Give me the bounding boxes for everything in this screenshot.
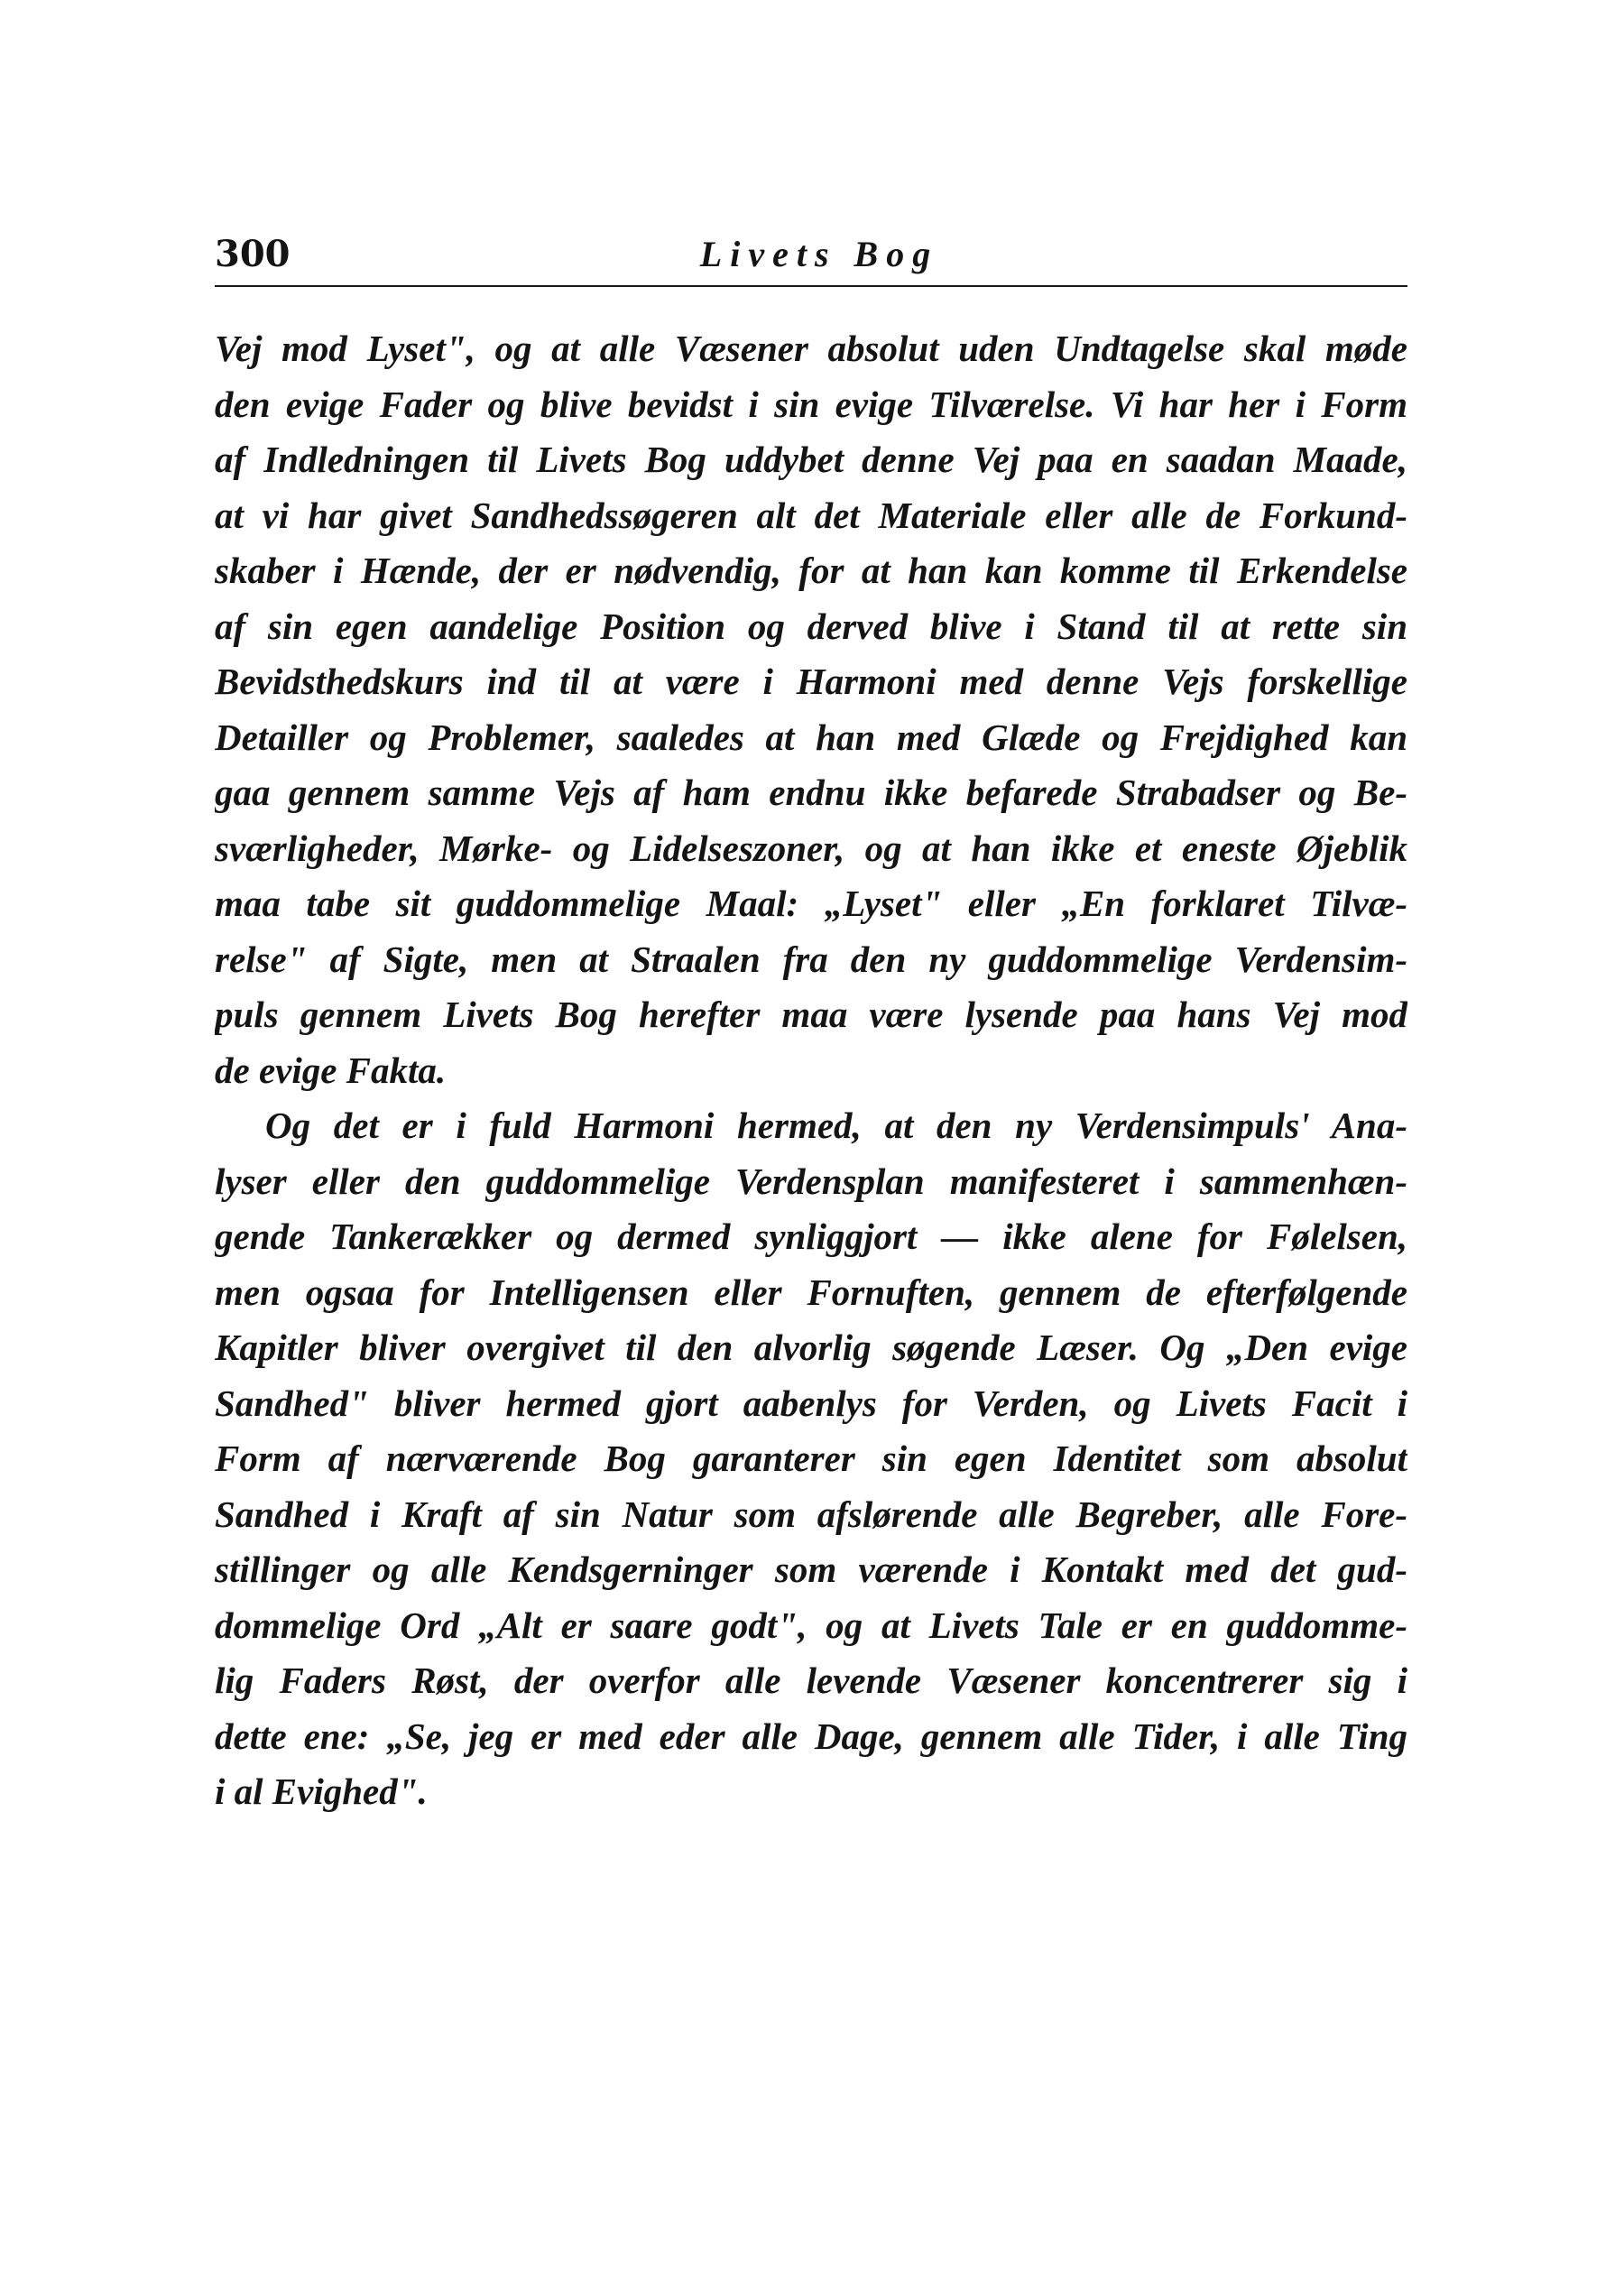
text-line: Kapitler bliver overgivet til den alvorlig søgende Læser. Og „Den evige [215, 1327, 1407, 1368]
text-line: lyser eller den guddommelige Verdensplan manifesteret i sammenhæn- [215, 1160, 1407, 1202]
text-line: Vej mod Lyset", og at alle Væsener absolut uden Undtagelse skal møde [215, 328, 1407, 369]
body-text [215, 321, 1407, 1820]
text-line: i al Evighed". [215, 1771, 428, 1812]
page-header [215, 233, 1407, 287]
page-number: 300 [215, 233, 291, 275]
running-title: Livets Bog [699, 234, 939, 274]
text-line: Sandhed" bliver hermed gjort aabenlys for Verden, og Livets Facit i [215, 1382, 1407, 1424]
text-line: men ogsaa for Intelligensen eller Fornuften, gennem de efterfølgende [215, 1271, 1407, 1313]
text-line: Bevidsthedskurs ind til at være i Harmoni med denne Vejs forskellige [215, 661, 1407, 702]
text-line: at vi har givet Sandhedssøgeren alt det Materiale eller alle de Forkund- [215, 494, 1407, 536]
text-line: puls gennem Livets Bog herefter maa være lysende paa hans Vej mod [215, 994, 1407, 1035]
text-line: de evige Fakta. [215, 1049, 447, 1091]
text-line: sværligheder, Mørke- og Lidelseszoner, og at han ikke et eneste Øjeblik [215, 827, 1407, 869]
text-line: Detailler og Problemer, saaledes at han med Glæde og Frejdighed kan [215, 716, 1407, 758]
text-line: gende Tankerækker og dermed synliggjort — ikke alene for Følelsen, [215, 1216, 1407, 1257]
paragraph [215, 321, 1407, 1098]
text-line: dette ene: „Se, jeg er med eder alle Dage, gennem alle Tider, i alle Ting [215, 1715, 1407, 1757]
text-line: Sandhed i Kraft af sin Natur som afslørende alle Begreber, alle Fore- [215, 1493, 1407, 1535]
text-line: Og det er i fuld Harmoni hermed, at den ny Verdensimpuls' Ana- [265, 1105, 1407, 1146]
text-line: dommelige Ord „Alt er saare godt", og at Livets Tale er en guddomme- [215, 1604, 1407, 1646]
text-line: den evige Fader og blive bevidst i sin evige Tilværelse. Vi har her i Form [215, 383, 1407, 425]
text-line: gaa gennem samme Vejs af ham endnu ikke befarede Strabadser og Be- [215, 772, 1407, 813]
text-line: af sin egen aandelige Position og derved blive i Stand til at rette sin [215, 605, 1407, 647]
paragraph [215, 1098, 1407, 1820]
text-line: skaber i Hænde, der er nødvendig, for at han kan komme til Erkendelse [215, 550, 1407, 591]
text-line: maa tabe sit guddommelige Maal: „Lyset" eller „En forklaret Tilvæ- [215, 883, 1407, 924]
text-line: lig Faders Røst, der overfor alle levende Væsener koncentrerer sig i [215, 1660, 1407, 1701]
text-line: stillinger og alle Kendsgerninger som værende i Kontakt med det gud- [215, 1549, 1407, 1590]
text-line: relse" af Sigte, men at Straalen fra den ny guddommelige Verdensim- [215, 938, 1407, 980]
text-line: af Indledningen til Livets Bog uddybet denne Vej paa en saadan Maade, [215, 439, 1407, 480]
text-line: Form af nærværende Bog garanterer sin egen Identitet som absolut [215, 1438, 1407, 1479]
